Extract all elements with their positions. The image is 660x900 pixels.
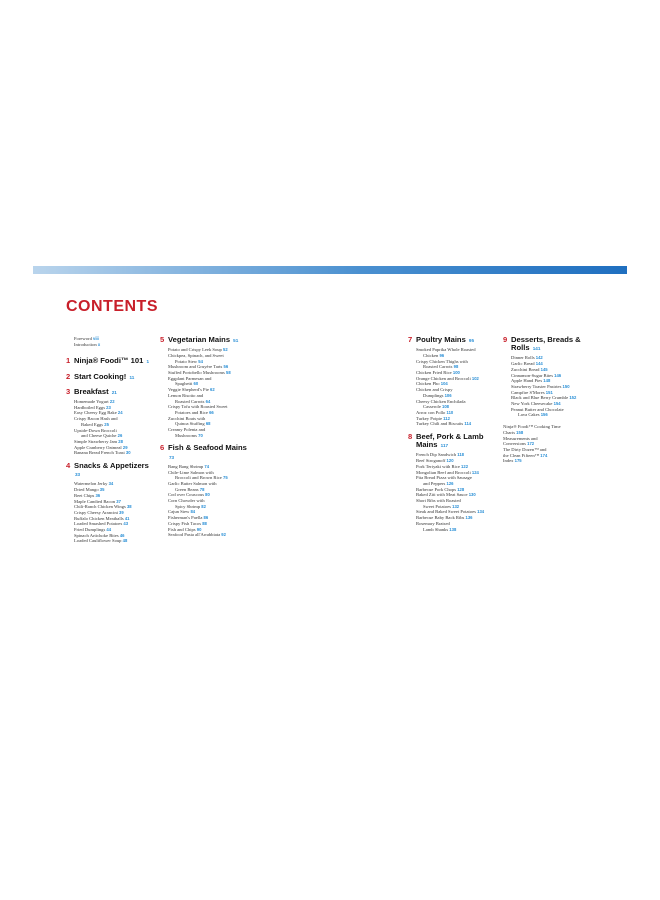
page-title: CONTENTS: [66, 298, 158, 315]
toc-entry-label: Dinner Rolls: [511, 355, 535, 361]
toc-entry-label: Measurements and: [503, 435, 538, 441]
toc-entry-page: 22: [109, 399, 115, 405]
toc-entry-label: Zucchini Boats with: [168, 415, 206, 421]
recipe-entry[interactable]: [160, 433, 248, 439]
toc-entry-label: Potato and Crispy Leek Soup: [168, 347, 222, 353]
toc-entry-page: 34: [108, 481, 114, 487]
toc-entry-page: 68: [205, 421, 211, 427]
toc-entry-label: the Clean Fifteen™: [503, 452, 540, 458]
chapter-heading[interactable]: [503, 336, 591, 353]
toc-entry-label: Black and Blue Berry Crumble: [511, 395, 569, 401]
toc-entry-page: 158: [516, 429, 524, 435]
toc-entry-label: Baked Ziti with Meat Sauce: [416, 492, 468, 498]
chapter-section: [66, 388, 154, 456]
toc-entry-label: Broccoli and Brown Rice: [175, 475, 222, 481]
chapter-page: 1: [146, 359, 149, 365]
toc-entry-label: New York Cheesecake: [511, 401, 553, 407]
toc-entry-label: Garlic Butter Salmon with: [168, 480, 217, 486]
toc-entry-label: Barbecue Pork Chops: [416, 486, 457, 492]
toc-entry-page: 48: [122, 538, 128, 544]
chapter-number: 4: [66, 461, 71, 471]
toc-entry-label: Turkey Potpie: [416, 415, 442, 421]
toc-entry-label: Pork Teriyaki with Rice: [416, 463, 460, 469]
chapter-title-text: Desserts, Breads & Rolls: [511, 335, 581, 353]
toc-entry-page: 41: [124, 515, 130, 521]
toc-entry-label: Zucchini Bread: [511, 366, 540, 372]
toc-entry-label: Dumplings: [423, 392, 444, 398]
toc-entry-page: 28: [118, 438, 123, 444]
chapter-heading[interactable]: [66, 462, 154, 479]
back-matter: [503, 424, 591, 464]
toc-entry-label: Casserole: [423, 404, 441, 410]
chapter-page: 117: [440, 443, 449, 449]
chapter-page: 11: [129, 374, 135, 380]
toc-entry-page: 38: [126, 504, 132, 510]
chapter-section: [408, 336, 496, 427]
toc-entry-label: Conversions: [503, 441, 526, 447]
chapter-heading[interactable]: [160, 444, 248, 461]
chapter-title: [74, 373, 134, 382]
chapter-section: [160, 336, 248, 438]
chapter-title: [74, 388, 117, 397]
toc-entry-page: 146: [554, 372, 562, 378]
toc-entry-label: Smoked Paprika Whole Roasted: [416, 347, 476, 353]
chapter-title: [74, 357, 149, 366]
toc-entry-label: Strawberry Toaster Pastries: [511, 383, 562, 389]
toc-entry-label: Seafood Pasta all'Arrabbiata: [168, 532, 221, 538]
toc-entry-label: Hardboiled Eggs: [74, 404, 106, 410]
toc-entry-label: Loaded Smashed Potatoes: [74, 521, 123, 527]
toc-entry-page: 39: [119, 509, 124, 515]
chapter-title-text: Fish & Seafood Mains: [168, 443, 247, 453]
chapter-title-text: Beef, Pork & Lamb Mains: [416, 432, 484, 450]
toc-entry-label: Pita Bread Pizza with Sausage: [416, 475, 472, 481]
toc-entry-label: Chile-Lime Salmon with: [168, 469, 214, 475]
toc-entry-page: 112: [443, 415, 450, 421]
toc-entry-page: 88: [202, 520, 207, 526]
toc-entry-label: Cheesy Chicken Enchilada: [416, 398, 466, 404]
toc-entry-label: Crispy Bacon Hash and: [74, 416, 118, 422]
toc-entry-page: 54: [198, 358, 203, 364]
toc-entry-page: 120: [446, 458, 454, 464]
chapter-number: 8: [408, 432, 413, 442]
chapter-page: 141: [532, 346, 541, 352]
toc-entry-label: Crispy Fish Tacos: [168, 520, 202, 526]
toc-entry-page: 110: [446, 409, 454, 415]
toc-entry-label: Simple Strawberry Jam: [74, 438, 118, 444]
toc-entry-label: Beet Chips: [74, 492, 95, 498]
toc-entry-label: Spinach Artichoke Bites: [74, 532, 119, 538]
toc-column-3: [408, 336, 496, 535]
toc-entry-label: Fish and Chips: [168, 526, 196, 532]
toc-entry-label: Rosemary Braised: [416, 520, 450, 526]
chapter-number: 9: [503, 335, 508, 344]
toc-entry-label: Green Beans: [175, 486, 199, 492]
toc-entry-label: Banana Bread French Toast: [74, 450, 125, 456]
toc-entry-label: Creamy Polenta and: [168, 427, 206, 433]
toc-entry-page: 90: [196, 526, 202, 532]
toc-entry-label: Lamb Shanks: [423, 526, 449, 532]
toc-entry-page: 156: [540, 412, 548, 418]
toc-entry-page: 144: [535, 361, 543, 367]
chapter-title: [74, 462, 154, 479]
chapter-title-text: Poultry Mains: [416, 335, 466, 344]
toc-entry-page: 84: [190, 509, 196, 515]
toc-entry-page: 148: [543, 378, 551, 384]
toc-entry-label: Quinoa Stuffing: [175, 421, 205, 427]
toc-entry-page: 80: [205, 492, 210, 498]
toc-entry-label: Upside-Down Broccoli: [74, 427, 117, 433]
toc-entry-page: 25: [104, 421, 109, 427]
toc-entry-label: Maple Candied Bacon: [74, 498, 116, 504]
toc-entry-page: 130: [468, 492, 476, 498]
chapter-page: 51: [233, 338, 239, 343]
toc-entry-page: 82: [201, 503, 206, 509]
toc-entry-page: 152: [569, 395, 577, 401]
toc-entry-page: 122: [461, 463, 469, 469]
toc-entry-label: Lava Cakes: [518, 412, 540, 418]
toc-entry-label: Chicken and Crispy: [416, 387, 453, 393]
toc-entry-label: Barbecue Baby Back Ribs: [416, 515, 465, 521]
toc-entry-label: The Dirty Dozen™ and: [503, 446, 547, 452]
toc-entry-label: Potato Stew: [175, 358, 198, 364]
chapter-page: 95: [468, 338, 475, 343]
chapter-section: [160, 444, 248, 538]
toc-entry-page: 175: [514, 458, 522, 464]
toc-entry-label: Apple Hand Pies: [511, 378, 543, 384]
toc-entry-page: 66: [209, 409, 214, 415]
toc-entry-page: 96: [439, 352, 445, 358]
toc-entry-page: 138: [449, 526, 457, 532]
toc-entry-label: Bang Bang Shrimp: [168, 463, 204, 469]
chapter-title: [511, 336, 591, 353]
toc-entry-label: Cod over Couscous: [168, 492, 204, 498]
toc-entry-page: 56: [223, 364, 229, 370]
toc-entry-label: Crispy Tofu with Roasted Sweet: [168, 404, 228, 410]
toc-entry-page: 24: [117, 410, 123, 416]
toc-entry-label: Watermelon Jerky: [74, 481, 108, 487]
toc-entry-page: 92: [221, 532, 226, 538]
toc-entry-page: 126: [446, 480, 454, 486]
toc-entry-page: viii: [93, 336, 99, 341]
chapter-heading[interactable]: [160, 336, 248, 345]
header-band: [33, 266, 627, 274]
toc-entry-label: Veggie Shepherd's Pie: [168, 387, 209, 393]
toc-entry-label: Spicy Shrimp: [175, 503, 201, 509]
toc-entry-page: 64: [205, 398, 211, 404]
toc-entry-label: Roasted Carrots: [423, 364, 453, 370]
toc-entry-page: 70: [198, 432, 203, 438]
toc-entry-label: Fried Dumplings: [74, 527, 106, 533]
chapter-section: [66, 357, 154, 366]
toc-entry-page: 46: [119, 532, 125, 538]
recipe-entry[interactable]: [66, 538, 154, 544]
toc-entry-page: 136: [465, 515, 473, 521]
toc-entry-label: and Peppers: [423, 480, 446, 486]
toc-entry-page: 26: [117, 433, 123, 439]
toc-entry-label: Mushroom and Gruyère Tarts: [168, 364, 223, 370]
toc-entry-label: Homemade Yogurt: [74, 399, 109, 405]
toc-entry-page: 58: [225, 370, 231, 376]
toc-entry-page: 106: [444, 392, 452, 398]
toc-entry-label: Arroz con Pollo: [416, 409, 446, 415]
chapter-page: 73: [169, 454, 175, 460]
chapter-title: [168, 336, 238, 345]
chapter-title: [416, 433, 496, 450]
toc-entry-label: Baked Eggs: [81, 421, 104, 427]
chapter-heading[interactable]: [66, 357, 154, 366]
chapter-number: 6: [160, 443, 165, 453]
chapter-title: [168, 444, 248, 461]
front-matter: [66, 336, 154, 347]
toc-entry-page: 128: [457, 486, 465, 492]
toc-entry-label: Ninja® Foodi™ Cooking Time: [503, 424, 561, 430]
toc-entry-page: 132: [452, 503, 460, 509]
toc-entry-page: 75: [222, 475, 228, 481]
toc-entry-label: French Dip Sandwich: [416, 452, 457, 458]
toc-entry-label: and Cheese Quiche: [81, 433, 117, 439]
toc-entry-label: Foreword: [74, 336, 92, 341]
chapter-heading[interactable]: [408, 336, 496, 345]
toc-entry-page: 23: [106, 404, 111, 410]
toc-entry-label: Apple Cranberry Oatmeal: [74, 444, 122, 450]
back-matter-entry[interactable]: [503, 458, 591, 464]
toc-entry-page: x: [97, 341, 101, 347]
toc-entry-page: 114: [464, 421, 472, 427]
toc-entry-page: 29: [122, 444, 128, 450]
toc-entry-label: Orange Chicken and Broccoli: [416, 375, 471, 381]
toc-entry-label: Roasted Carrots: [175, 398, 205, 404]
toc-entry-page: 60: [193, 381, 199, 387]
toc-entry-label: Lemon Risotto and: [168, 392, 204, 398]
chapter-number: 7: [408, 335, 413, 344]
toc-entry-label: Mushrooms: [175, 432, 197, 438]
chapter-title-text: Vegetarian Mains: [168, 335, 231, 344]
toc-entry-label: Charts: [503, 429, 515, 435]
chapter-number: 3: [66, 386, 71, 396]
toc-entry-page: 145: [540, 366, 548, 372]
toc-entry-label: Cinnamon-Sugar Bites: [511, 372, 553, 378]
toc-column-2: [160, 336, 248, 541]
chapter-section: [66, 462, 154, 544]
toc-entry-page: 174: [540, 452, 548, 458]
toc-entry-label: Loaded Cauliflower Soup: [74, 538, 122, 544]
toc-entry-page: 118: [457, 452, 464, 458]
front-matter-entry[interactable]: [66, 342, 154, 348]
chapter-page: 33: [75, 472, 81, 478]
toc-entry-label: Mongolian Beef and Broccoli: [416, 469, 471, 475]
recipe-entry[interactable]: [408, 527, 496, 533]
toc-entry-page: 62: [210, 387, 215, 393]
toc-entry-page: 124: [471, 469, 479, 475]
toc-entry-page: 104: [440, 381, 448, 387]
toc-entry-page: 35: [99, 487, 105, 493]
recipe-entry[interactable]: [66, 450, 154, 456]
chapter-title-text: Snacks & Appetizers: [74, 461, 149, 471]
toc-entry-label: Steak and Baked Sweet Potatoes: [416, 509, 476, 515]
toc-entry-page: 102: [471, 375, 479, 381]
toc-entry-page: 36: [95, 492, 101, 498]
recipe-entry[interactable]: [408, 421, 496, 427]
chapter-title-text: Breakfast: [74, 386, 109, 396]
toc-entry-page: 30: [125, 450, 131, 456]
toc-entry-label: Chicken: [423, 352, 439, 358]
toc-entry-label: Fisherman's Paella: [168, 515, 203, 521]
toc-entry-page: 43: [123, 521, 129, 527]
recipe-entry[interactable]: [160, 532, 248, 538]
toc-entry-label: Cajun Stew: [168, 509, 190, 515]
toc-entry-page: 86: [203, 515, 209, 521]
chapter-section: [66, 373, 154, 382]
toc-entry-label: Sweet Potatoes: [423, 503, 451, 509]
toc-entry-label: Peanut Butter and Chocolate: [511, 406, 564, 412]
chapter-title-text: Start Cooking!: [74, 371, 127, 381]
toc-entry-label: Chicken Fried Rice: [416, 370, 452, 376]
chapter-heading[interactable]: [66, 373, 154, 382]
toc-entry-label: Stuffed Portobello Mushrooms: [168, 370, 225, 376]
toc-entry-label: Introduction: [74, 341, 97, 347]
toc-entry-page: 44: [106, 527, 112, 533]
toc-entry-label: Index: [503, 458, 514, 464]
chapter-title-text: Ninja® Foodi™ 101: [74, 356, 144, 366]
toc-entry-page: 154: [553, 401, 561, 407]
toc-entry-label: Buffalo Chicken Meatballs: [74, 515, 124, 521]
chapter-section: [408, 433, 496, 532]
toc-entry-page: 74: [204, 463, 210, 469]
toc-entry-label: Crispy Cheesy Arancini: [74, 509, 118, 515]
toc-entry-label: Dried Mango: [74, 487, 99, 493]
toc-column-4: [503, 336, 591, 467]
toc-entry-page: 150: [562, 383, 570, 389]
toc-entry-label: Corn Chowder with: [168, 498, 205, 504]
toc-entry-page: 151: [545, 389, 553, 395]
toc-entry-page: 142: [535, 355, 543, 361]
toc-entry-label: Chickpea, Spinach, and Sweet: [168, 352, 224, 358]
toc-entry-page: 52: [223, 347, 228, 353]
chapter-number: 2: [66, 371, 71, 381]
toc-entry-label: Eggplant Parmesan and: [168, 375, 212, 381]
chapter-number: 5: [160, 335, 165, 344]
toc-entry-label: Spaghetti: [175, 381, 193, 387]
chapter-title: [416, 336, 474, 345]
recipe-entry[interactable]: [503, 412, 591, 418]
toc-entry-page: 134: [477, 509, 485, 515]
chapter-page: 21: [111, 389, 117, 395]
toc-entry-page: 98: [453, 364, 459, 370]
toc-entry-page: 172: [527, 441, 535, 447]
chapter-heading[interactable]: [408, 433, 496, 450]
toc-entry-label: Turkey Chili and Biscuits: [416, 421, 464, 427]
chapter-heading[interactable]: [66, 388, 154, 397]
toc-entry-label: Chicken Pho: [416, 381, 440, 387]
toc-entry-label: Crispy Chicken Thighs with: [416, 358, 468, 364]
toc-entry-page: 37: [116, 498, 121, 504]
toc-entry-page: 100: [452, 370, 460, 376]
toc-entry-label: Short Ribs with Roasted: [416, 498, 461, 504]
toc-column-1: [66, 336, 154, 547]
toc-entry-label: Chili-Ranch Chicken Wings: [74, 504, 126, 510]
chapter-number: 1: [66, 356, 71, 366]
toc-entry-page: 78: [199, 486, 205, 492]
toc-entry-label: Garlic Bread: [511, 361, 535, 367]
toc-entry-label: Beef Stroganoff: [416, 458, 446, 464]
toc-entry-label: Easy Cheesy Egg Bake: [74, 410, 117, 416]
toc-entry-label: Campfire S'Mores: [511, 389, 545, 395]
toc-entry-label: Potatoes and Rice: [175, 409, 208, 415]
chapter-section: [503, 336, 591, 418]
toc-entry-page: 108: [442, 404, 450, 410]
